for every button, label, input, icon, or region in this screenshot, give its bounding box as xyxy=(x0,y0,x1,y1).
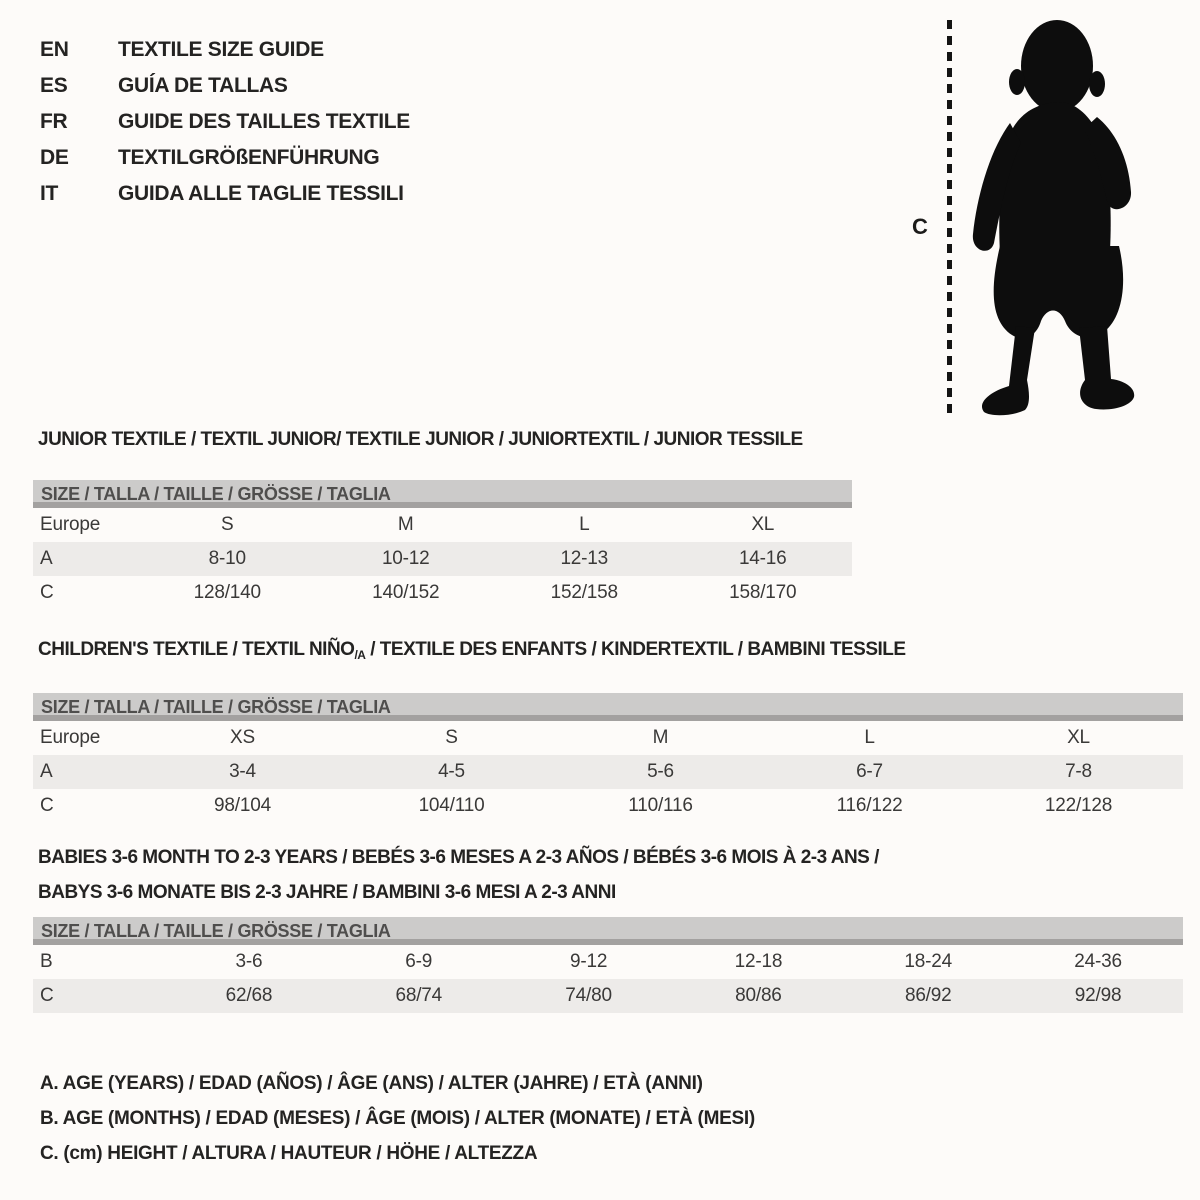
title-subscript: /A xyxy=(354,648,366,662)
size-cell: 24-36 xyxy=(1074,951,1122,972)
size-cell: 18-24 xyxy=(904,951,953,972)
junior-section xyxy=(33,428,852,610)
size-cell: 68/74 xyxy=(395,985,443,1006)
size-cell: 140/152 xyxy=(372,582,440,603)
height-dashed-line xyxy=(947,20,952,416)
table-row xyxy=(33,721,1183,755)
size-cell: 9-12 xyxy=(569,951,608,972)
legend-line-b: B. AGE (MONTHS) / EDAD (MESES) / ÂGE (MOIS) / ALTER (MONATE) / ETÀ (MESI) xyxy=(40,1108,755,1129)
size-cell: 8-10 xyxy=(208,548,246,569)
junior-size-table xyxy=(33,508,852,610)
height-measure-label: C xyxy=(912,214,928,239)
size-cell: 98/104 xyxy=(214,795,271,816)
size-header-bar: SIZE / TALLA / TAILLE / GRÖSSE / TAGLIA xyxy=(33,693,1183,721)
toddler-silhouette-icon xyxy=(960,16,1142,418)
size-cell: L xyxy=(864,727,875,748)
size-cell: XL xyxy=(1067,727,1090,748)
size-cell: 3-4 xyxy=(229,761,256,782)
children-size-table xyxy=(33,721,1183,823)
language-title-list xyxy=(40,32,410,212)
language-row-de xyxy=(40,140,410,176)
row-label: A xyxy=(40,761,53,782)
size-cell: 92/98 xyxy=(1074,985,1122,1006)
size-cell: 6-7 xyxy=(856,761,883,782)
size-cell: S xyxy=(221,514,234,535)
babies-section-title-line1: BABIES 3-6 MONTH TO 2-3 YEARS / BEBÉS 3-6 MESES A 2-3 AÑOS / BÉBÉS 3-6 MOIS À 2-3 ANS / xyxy=(38,847,879,868)
guide-title-en: TEXTILE SIZE GUIDE xyxy=(118,38,324,61)
size-cell: 12-13 xyxy=(560,548,609,569)
language-row-en xyxy=(40,32,410,68)
row-label: B xyxy=(40,951,53,972)
junior-section-title: JUNIOR TEXTILE / TEXTIL JUNIOR/ TEXTILE JUNIOR / JUNIORTEXTIL / JUNIOR TESSILE xyxy=(38,429,803,450)
size-cell: 116/122 xyxy=(836,795,903,816)
language-code: DE xyxy=(40,146,69,169)
babies-size-table xyxy=(33,945,1183,1013)
language-row-es xyxy=(40,68,410,104)
title-text: CHILDREN'S TEXTILE / TEXTIL NIÑO xyxy=(38,639,355,660)
size-cell: 6-9 xyxy=(405,951,433,972)
size-cell: 5-6 xyxy=(647,761,674,782)
size-cell: 14-16 xyxy=(738,548,787,569)
row-label: C xyxy=(40,582,54,603)
table-row xyxy=(33,576,852,610)
language-row-fr xyxy=(40,104,410,140)
table-row xyxy=(33,979,1183,1013)
guide-title-de: TEXTILGRÖßENFÜHRUNG xyxy=(118,146,380,169)
size-cell: XL xyxy=(751,514,775,535)
guide-title-it: GUIDA ALLE TAGLIE TESSILI xyxy=(118,182,404,205)
size-cell: 4-5 xyxy=(438,761,465,782)
size-cell: M xyxy=(652,727,669,748)
size-cell: 158/170 xyxy=(729,582,797,603)
size-cell: 104/110 xyxy=(418,795,485,816)
table-row xyxy=(33,508,852,542)
row-label: A xyxy=(40,548,53,569)
size-cell: 7-8 xyxy=(1065,761,1092,782)
row-label: Europe xyxy=(40,514,101,535)
table-row xyxy=(33,945,1183,979)
table-row xyxy=(33,789,1183,823)
language-code: ES xyxy=(40,74,68,97)
size-header-bar: SIZE / TALLA / TAILLE / GRÖSSE / TAGLIA xyxy=(33,917,1183,945)
size-header-bar: SIZE / TALLA / TAILLE / GRÖSSE / TAGLIA xyxy=(33,480,852,508)
height-measure-figure xyxy=(880,0,1200,430)
size-cell: 12-18 xyxy=(734,951,783,972)
size-cell: 80/86 xyxy=(735,985,782,1006)
size-cell: 74/80 xyxy=(565,985,612,1006)
guide-title-es: GUÍA DE TALLAS xyxy=(118,74,288,97)
babies-section xyxy=(33,846,1183,1013)
size-cell: 62/68 xyxy=(225,985,273,1006)
size-cell: 86/92 xyxy=(904,985,952,1006)
size-cell: 152/158 xyxy=(550,582,618,603)
children-section-title xyxy=(38,638,1183,667)
size-cell: L xyxy=(579,514,590,535)
language-code: EN xyxy=(40,38,69,61)
size-cell: 110/116 xyxy=(628,795,693,816)
babies-section-title-line2: BABYS 3-6 MONATE BIS 2-3 JAHRE / BAMBINI 3-6 MESI A 2-3 ANNI xyxy=(38,882,616,903)
size-cell: 128/140 xyxy=(193,582,261,603)
legend-line-c: C. (cm) HEIGHT / ALTURA / HAUTEUR / HÖHE / ALTEZZA xyxy=(40,1143,538,1164)
size-cell: M xyxy=(397,514,414,535)
legend-line-a: A. AGE (YEARS) / EDAD (AÑOS) / ÂGE (ANS) / ALTER (JAHRE) / ETÀ (ANNI) xyxy=(40,1073,703,1094)
size-cell: 10-12 xyxy=(381,548,430,569)
language-code: IT xyxy=(40,182,59,205)
table-row xyxy=(33,755,1183,789)
row-label: C xyxy=(40,985,54,1006)
children-section xyxy=(33,638,1183,823)
size-cell: 3-6 xyxy=(235,951,263,972)
language-row-it xyxy=(40,176,410,212)
guide-title-fr: GUIDE DES TAILLES TEXTILE xyxy=(118,110,410,133)
size-cell: S xyxy=(445,727,458,748)
size-cell: XS xyxy=(230,727,255,748)
row-label: C xyxy=(40,795,54,816)
row-label: Europe xyxy=(40,727,101,748)
measure-legend xyxy=(40,1066,755,1171)
size-cell: 122/128 xyxy=(1044,795,1113,816)
title-text: / TEXTILE DES ENFANTS / KINDERTEXTIL / BAMBINI TESSILE xyxy=(365,639,906,660)
table-row xyxy=(33,542,852,576)
language-code: FR xyxy=(40,110,68,133)
